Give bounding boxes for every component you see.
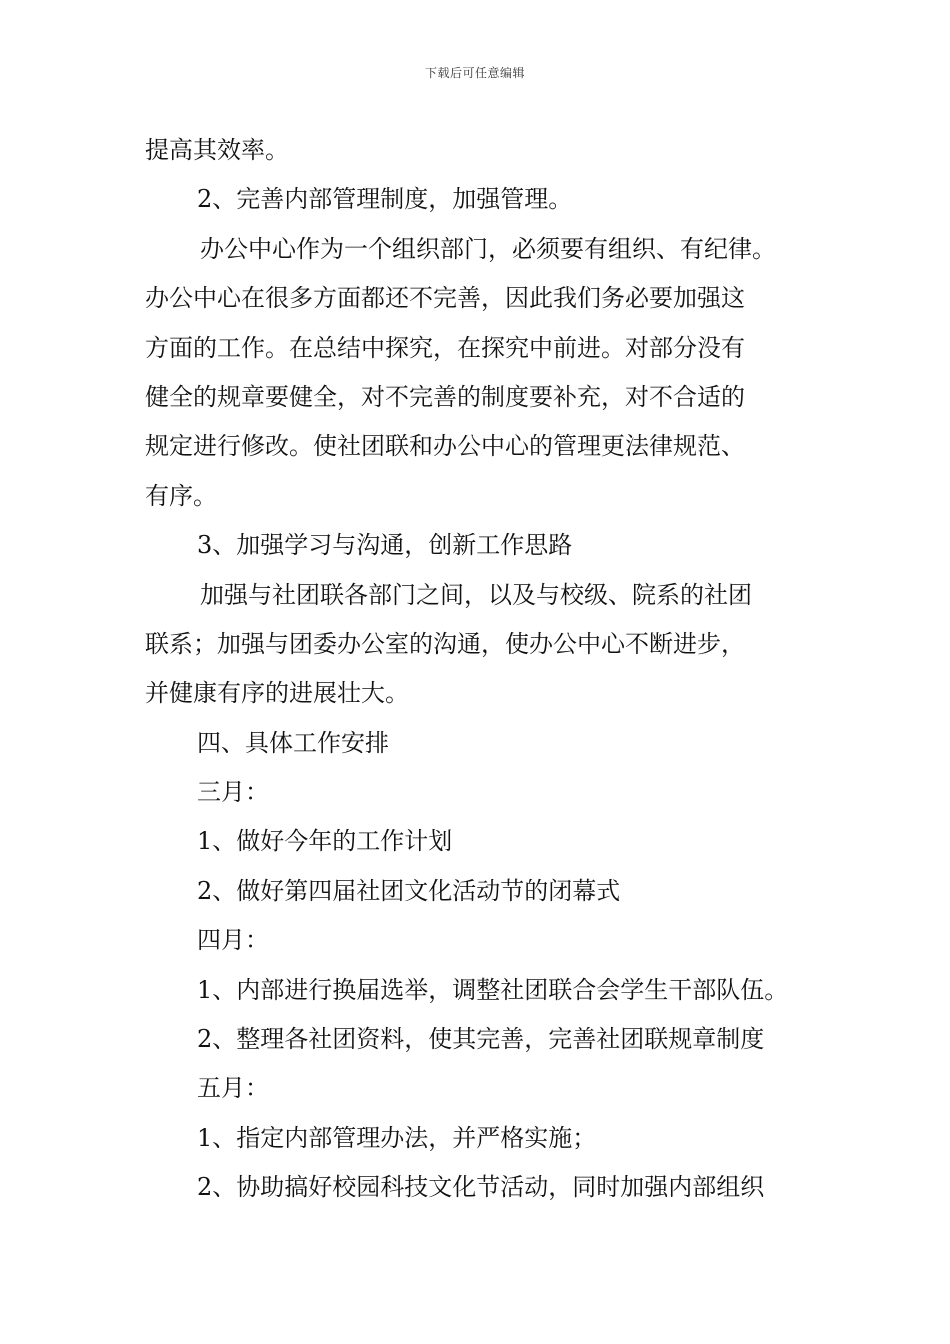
month-heading: 四月： [197,926,269,955]
paragraph-line: 并健康有序的进展壮大。 [145,679,409,708]
paragraph-line: 规定进行修改。使社团联和办公中心的管理更法律规范、 [145,432,745,461]
paragraph-line: 办公中心在很多方面都还不完善，因此我们务必要加强这 [145,284,745,313]
list-item: 1、做好今年的工作计划 [197,827,453,856]
section-heading: 2、完善内部管理制度，加强管理。 [197,185,573,214]
list-item: 2、整理各社团资料，使其完善，完善社团联规章制度 [197,1025,765,1054]
list-item: 2、协助搞好校园科技文化节活动，同时加强内部组织 [197,1173,765,1202]
section-heading: 3、加强学习与沟通，创新工作思路 [197,531,573,560]
paragraph-line: 提高其效率。 [145,136,289,164]
paragraph-line: 有序。 [145,481,217,510]
paragraph-line: 办公中心作为一个组织部门，必须要有组织、有纪律。 [200,234,776,263]
list-item: 1、内部进行换届选举，调整社团联合会学生干部队伍。 [197,975,789,1004]
paragraph-line: 方面的工作。在总结中探究，在探究中前进。对部分没有 [145,333,745,362]
paragraph-line: 联系；加强与团委办公室的沟通，使办公中心不断进步， [145,629,745,658]
paragraph-line: 健全的规章要健全，对不完善的制度要补充，对不合适的 [145,382,745,411]
month-heading: 三月： [197,778,269,807]
list-item: 2、做好第四届社团文化活动节的闭幕式 [197,876,621,905]
list-item: 1、指定内部管理办法，并严格实施； [197,1123,597,1152]
section-heading: 四、具体工作安排 [197,728,389,757]
paragraph-line: 加强与社团联各部门之间，以及与校级、院系的社团 [200,580,752,609]
document-body [145,126,825,1213]
page-header-note: 下载后可任意编辑 [424,66,525,80]
month-heading: 五月： [197,1074,269,1103]
